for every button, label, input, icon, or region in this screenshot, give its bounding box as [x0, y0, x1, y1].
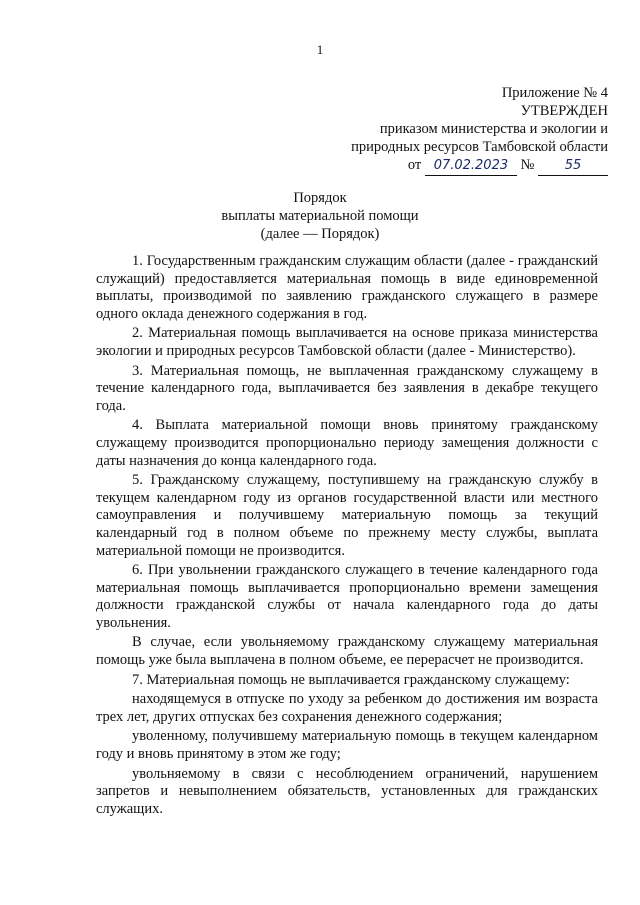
page-number: 1 — [316, 42, 324, 57]
paragraph-2: 2. Материальная помощь выплачивается на основе приказа министерства экологии и природных ресурсов Тамбовской области (далее - Министерство). — [96, 325, 598, 359]
title-line-2: выплаты материальной помощи — [221, 208, 419, 224]
paragraph-6-note: В случае, если увольняемому гражданскому служащему материальная помощь уже была выплачена в полном объеме, ее перерасчет не производится. — [96, 634, 598, 669]
title-line-1: Порядок — [293, 190, 347, 206]
title-line-3: (далее — Порядок) — [260, 226, 380, 242]
order-date: 07.02.2023 — [425, 157, 517, 176]
order-line-2: природных ресурсов Тамбовской области — [351, 139, 608, 155]
approval-block — [278, 84, 608, 176]
order-line-1: приказом министерства и экологии и — [379, 121, 608, 137]
order-date-number — [278, 156, 608, 176]
date-prefix: от — [407, 157, 422, 173]
order-number: 55 — [538, 157, 608, 176]
paragraph-7-item-1: находящемуся в отпуске по уходу за ребенком до достижения им возраста трех лет, других отпусках без сохранения денежного содержания; — [96, 691, 598, 725]
document-body — [96, 253, 598, 820]
paragraph-7: 7. Материальная помощь не выплачивается гражданскому служащему: — [132, 671, 570, 688]
paragraph-6: 6. При увольнении гражданского служащего в течение календарного года материальная помощь выплачивается пропорционально времени замещения должности гражданской службы от начала календарного года до даты увольнения. — [96, 562, 598, 631]
document-title — [0, 189, 640, 243]
approved-label: УТВЕРЖДЕН — [520, 103, 608, 119]
paragraph-5: 5. Гражданскому служащему, поступившему на гражданскую службу в текущем календарном году из органов государственной власти или местного самоуправления и получившему материальную помощь за текущий календарный год в полном объеме по прежнему месту службы, выплата материальной помощи не производится. — [96, 472, 598, 559]
appendix-label: Приложение № 4 — [501, 85, 608, 101]
paragraph-7-item-3: увольняемому в связи с несоблюдением ограничений, нарушением запретов и невыполнением обязательств, установленных для гражданских служащих. — [96, 765, 598, 817]
paragraph-1: 1. Государственным гражданским служащим области (далее - гражданский служащий) предоставляется материальная помощь в виде единовременной выплаты, производимой по заявлению гражданского служащего в размере одного оклада денежного содержания в год. — [96, 253, 598, 322]
paragraph-4: 4. Выплата материальной помощи вновь принятому гражданскому служащему производится пропорционально периоду замещения должности с даты назначения до конца календарного года. — [96, 417, 598, 469]
paragraph-3: 3. Материальная помощь, не выплаченная гражданскому служащему в течение календарного года, выплачивается без заявления в декабре текущего года. — [96, 362, 598, 414]
paragraph-7-item-2: уволенному, получившему материальную помощь в текущем календарном году и вновь принятому в этом же году; — [96, 728, 598, 763]
number-prefix: № — [520, 157, 535, 173]
